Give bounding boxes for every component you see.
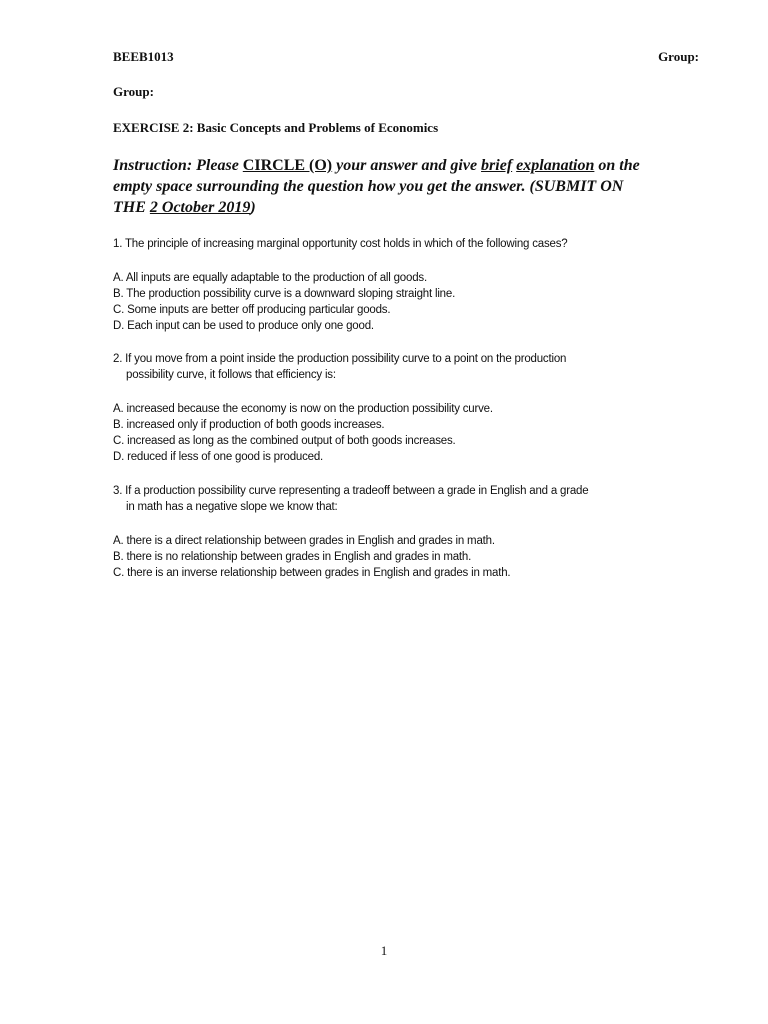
instruction-date: 2 October 2019 — [149, 199, 251, 216]
course-code: BEEB1013 — [113, 49, 174, 64]
instruction-part3: on the empty space surrounding the question how you get the answer. — [113, 157, 640, 195]
instruction-part1: Instruction: Please — [113, 157, 243, 174]
question-line: 3. If a production possibility curve representing a tradeoff between a grade in English and a grade — [113, 485, 589, 497]
exercise-title: EXERCISE 2: Basic Concepts and Problems of Economics — [113, 120, 439, 135]
question-line-continued: in math has a negative slope we know that: — [126, 501, 338, 513]
instruction-explanation: explanation — [516, 157, 595, 174]
answer-option-c: C. increased as long as the combined output of both goods increases. — [113, 435, 456, 447]
question-1 — [113, 236, 693, 334]
instruction-part2: your answer and give — [332, 157, 482, 174]
answer-option-d: D. Each input can be used to produce only one good. — [113, 320, 374, 332]
answer-option-a: A. increased because the economy is now on the production possibility curve. — [113, 403, 493, 415]
answer-option-c: C. Some inputs are better off producing particular goods. — [113, 304, 391, 316]
answer-option-d: D. reduced if less of one good is produced. — [113, 451, 324, 463]
question-line-continued: possibility curve, it follows that efficiency is: — [126, 369, 336, 381]
question-3 — [113, 483, 693, 581]
answer-option-b: B. The production possibility curve is a downward sloping straight line. — [113, 288, 456, 300]
question-2 — [113, 351, 693, 465]
page-number: 1 — [380, 943, 388, 958]
group-label-right: Group: — [658, 49, 699, 64]
question-text — [113, 236, 693, 252]
instruction-submit: (SUBMIT ON THE — [113, 178, 624, 216]
group-label-left: Group: — [113, 84, 154, 99]
answer-option-b: B. there is no relationship between grades in English and grades in math. — [113, 551, 472, 563]
answer-option-a: A. there is a direct relationship between grades in English and grades in math. — [113, 535, 495, 547]
instruction-circle: CIRCLE (O) — [242, 157, 333, 174]
instruction-text — [113, 155, 653, 218]
question-text — [113, 351, 693, 383]
question-text — [113, 483, 693, 515]
instruction-brief: brief — [481, 157, 513, 174]
question-line: 1. The principle of increasing marginal opportunity cost holds in which of the following cases? — [113, 238, 568, 250]
answer-option-a: A. All inputs are equally adaptable to the production of all goods. — [113, 272, 427, 284]
question-line: 2. If you move from a point inside the production possibility curve to a point on the production — [113, 353, 567, 365]
instruction-close: ) — [250, 199, 256, 216]
answer-option-c: C. there is an inverse relationship between grades in English and grades in math. — [113, 567, 511, 579]
answer-option-b: B. increased only if production of both goods increases. — [113, 419, 385, 431]
